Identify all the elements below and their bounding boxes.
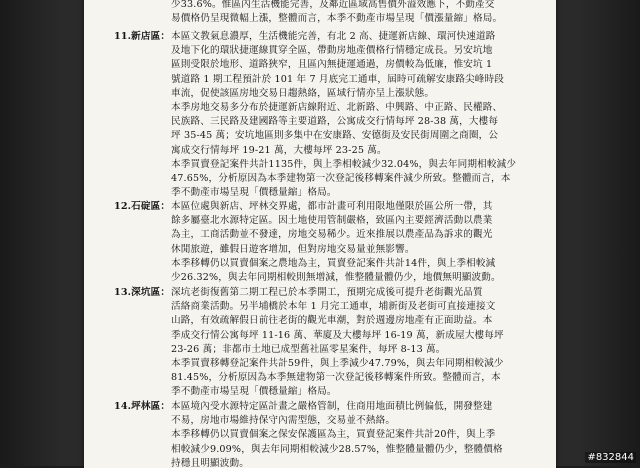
text-line: 為主，工商活動並不發達，房地交易稀少。近來推展以農產品為訴求的觀光 [171, 229, 493, 241]
text-line: 不易，房地市場維持保守內需型態，交易並不熱絡。 [171, 415, 396, 427]
text-line: 本季買賣登記案件共計1135件，與上季相較減少32.04%，與去年同期相較減少 [171, 158, 517, 170]
text-line: 民族路、三民路及建國路等主要道路，公寓成交行情每坪 28-38 萬，大樓每 [171, 116, 499, 128]
text-line: 易價格仍呈現微幅上漲，整體而言，本季不動產市場呈現「價漲量縮」格局。 [171, 13, 503, 25]
section-body [171, 30, 546, 200]
text-line: 本區位處與新店、坪林交界處，都市計畫可利用限地僅限於區公所一帶，其 [171, 201, 493, 212]
text-line: 季不動產市場呈現「價穩量縮」格局。 [171, 386, 337, 398]
section-body [171, 400, 546, 468]
text-line: 休閒旅遊，雖假日遊客增加，但對房地交易量並無影響。 [171, 243, 415, 255]
document-page [84, 0, 556, 468]
text-line: 本季移轉仍以買賣個案之保安保護區為主，買賣登記案件共計20件，與上季 [171, 429, 496, 441]
section-body [171, 286, 546, 400]
text-line: 81.45%，分析原因為本季無建物第一次登記後移轉案件所致。整體而言，本 [171, 372, 501, 384]
text-line: 寓成交行情每坪 19-21 萬，大樓每坪 23-25 萬。 [171, 144, 387, 156]
section-body [171, 200, 546, 285]
section-heading: 14.坪林區： [114, 401, 171, 412]
text-line: 少33.6%。惟區內生活機能完善，及鄰近區域高售價外溢效應下，不動產交 [171, 0, 495, 10]
text-line: 相較減少9.09%，與去年同期相較減少28.57%，惟整體量體仍少，整體價格 [171, 443, 503, 455]
text-line: 持穩且明顯波動。 [171, 457, 249, 468]
section-heading: 13.深坑區： [114, 287, 171, 298]
text-line: 及地下化的環狀捷運線貫穿全區，帶動房地產價格行情穩定成長。另安坑地 [171, 45, 493, 57]
text-line: 區則受限於地形、道路狹窄，且區內無捷運通過，房價較為低廉，惟安坑 1 [171, 59, 493, 71]
watermark-id: #832844 [587, 452, 634, 463]
text-line: 本區境內受水源特定區計畫之嚴格管制，住商用地面積比例偏低，開發整建 [171, 401, 493, 412]
text-line: 本季房地交易多分布於捷運新店線附近、北新路、中興路、中正路、民權路、 [171, 101, 503, 113]
text-line: 季成交行情公寓每坪 11-16 萬、華廈及大樓每坪 16-19 萬，新成屋大樓每坪 [171, 329, 504, 341]
text-line: 23-26 萬；非都市土地已成型舊社區零星案件，每坪 8-13 萬。 [171, 343, 446, 355]
text-line: 本區文教氣息濃厚，生活機能完善，有北 2 高、捷運新店線、環河快速道路 [171, 31, 496, 42]
text-line: 車流，促使該區房地交易日趨熱絡，區域行情亦呈上漲狀態。 [171, 87, 435, 99]
text-line: 少26.32%，與去年同期相較則無增減，惟整體量體仍少，地價無明顯波動。 [171, 271, 501, 283]
text-line: 號道路 1 期工程預計於 101 年 7 月底完工通車，屆時可疏解安康路尖峰時段 [171, 73, 505, 85]
text-line: 山路，有效疏解假日前往老街的觀光車潮，對於週邊房地產有正面助益。本 [171, 315, 493, 327]
text-line: 本季買賣移轉登記案件共計59件，與上季減少47.79%，與去年同期相較減少 [171, 357, 504, 369]
section-heading: 11.新店區： [114, 31, 171, 42]
text-line: 餘多屬臺北水源特定區。因土地使用管制嚴格，致區內主要經濟活動以農業 [171, 215, 493, 227]
text-line: 47.65%，分析原因為本季建物第一次登記後移轉案件減少所致。整體而言，本 [171, 172, 511, 184]
text-line: 坪 35-45 萬；安坑地區則多集中在安康路、安德街及安民街周圍之商圈，公 [171, 130, 499, 142]
section-heading: 12.石碇區： [114, 201, 171, 212]
text-line: 季不動產市場呈現「價穩量縮」格局。 [171, 187, 337, 199]
text-line: 深坑老街復舊第二期工程已於本季開工，預期完成後可提升老街觀光品質 [171, 287, 483, 298]
text-line: 本季移轉仍以買賣個案之農地為主，買賣登記案件共計14件，與上季相較減 [171, 257, 496, 269]
text-line: 活絡商業活動。另半埔橋於本年 1 月完工通車，埔新街及老街可直接連接文 [171, 301, 496, 313]
top-body [171, 0, 546, 26]
